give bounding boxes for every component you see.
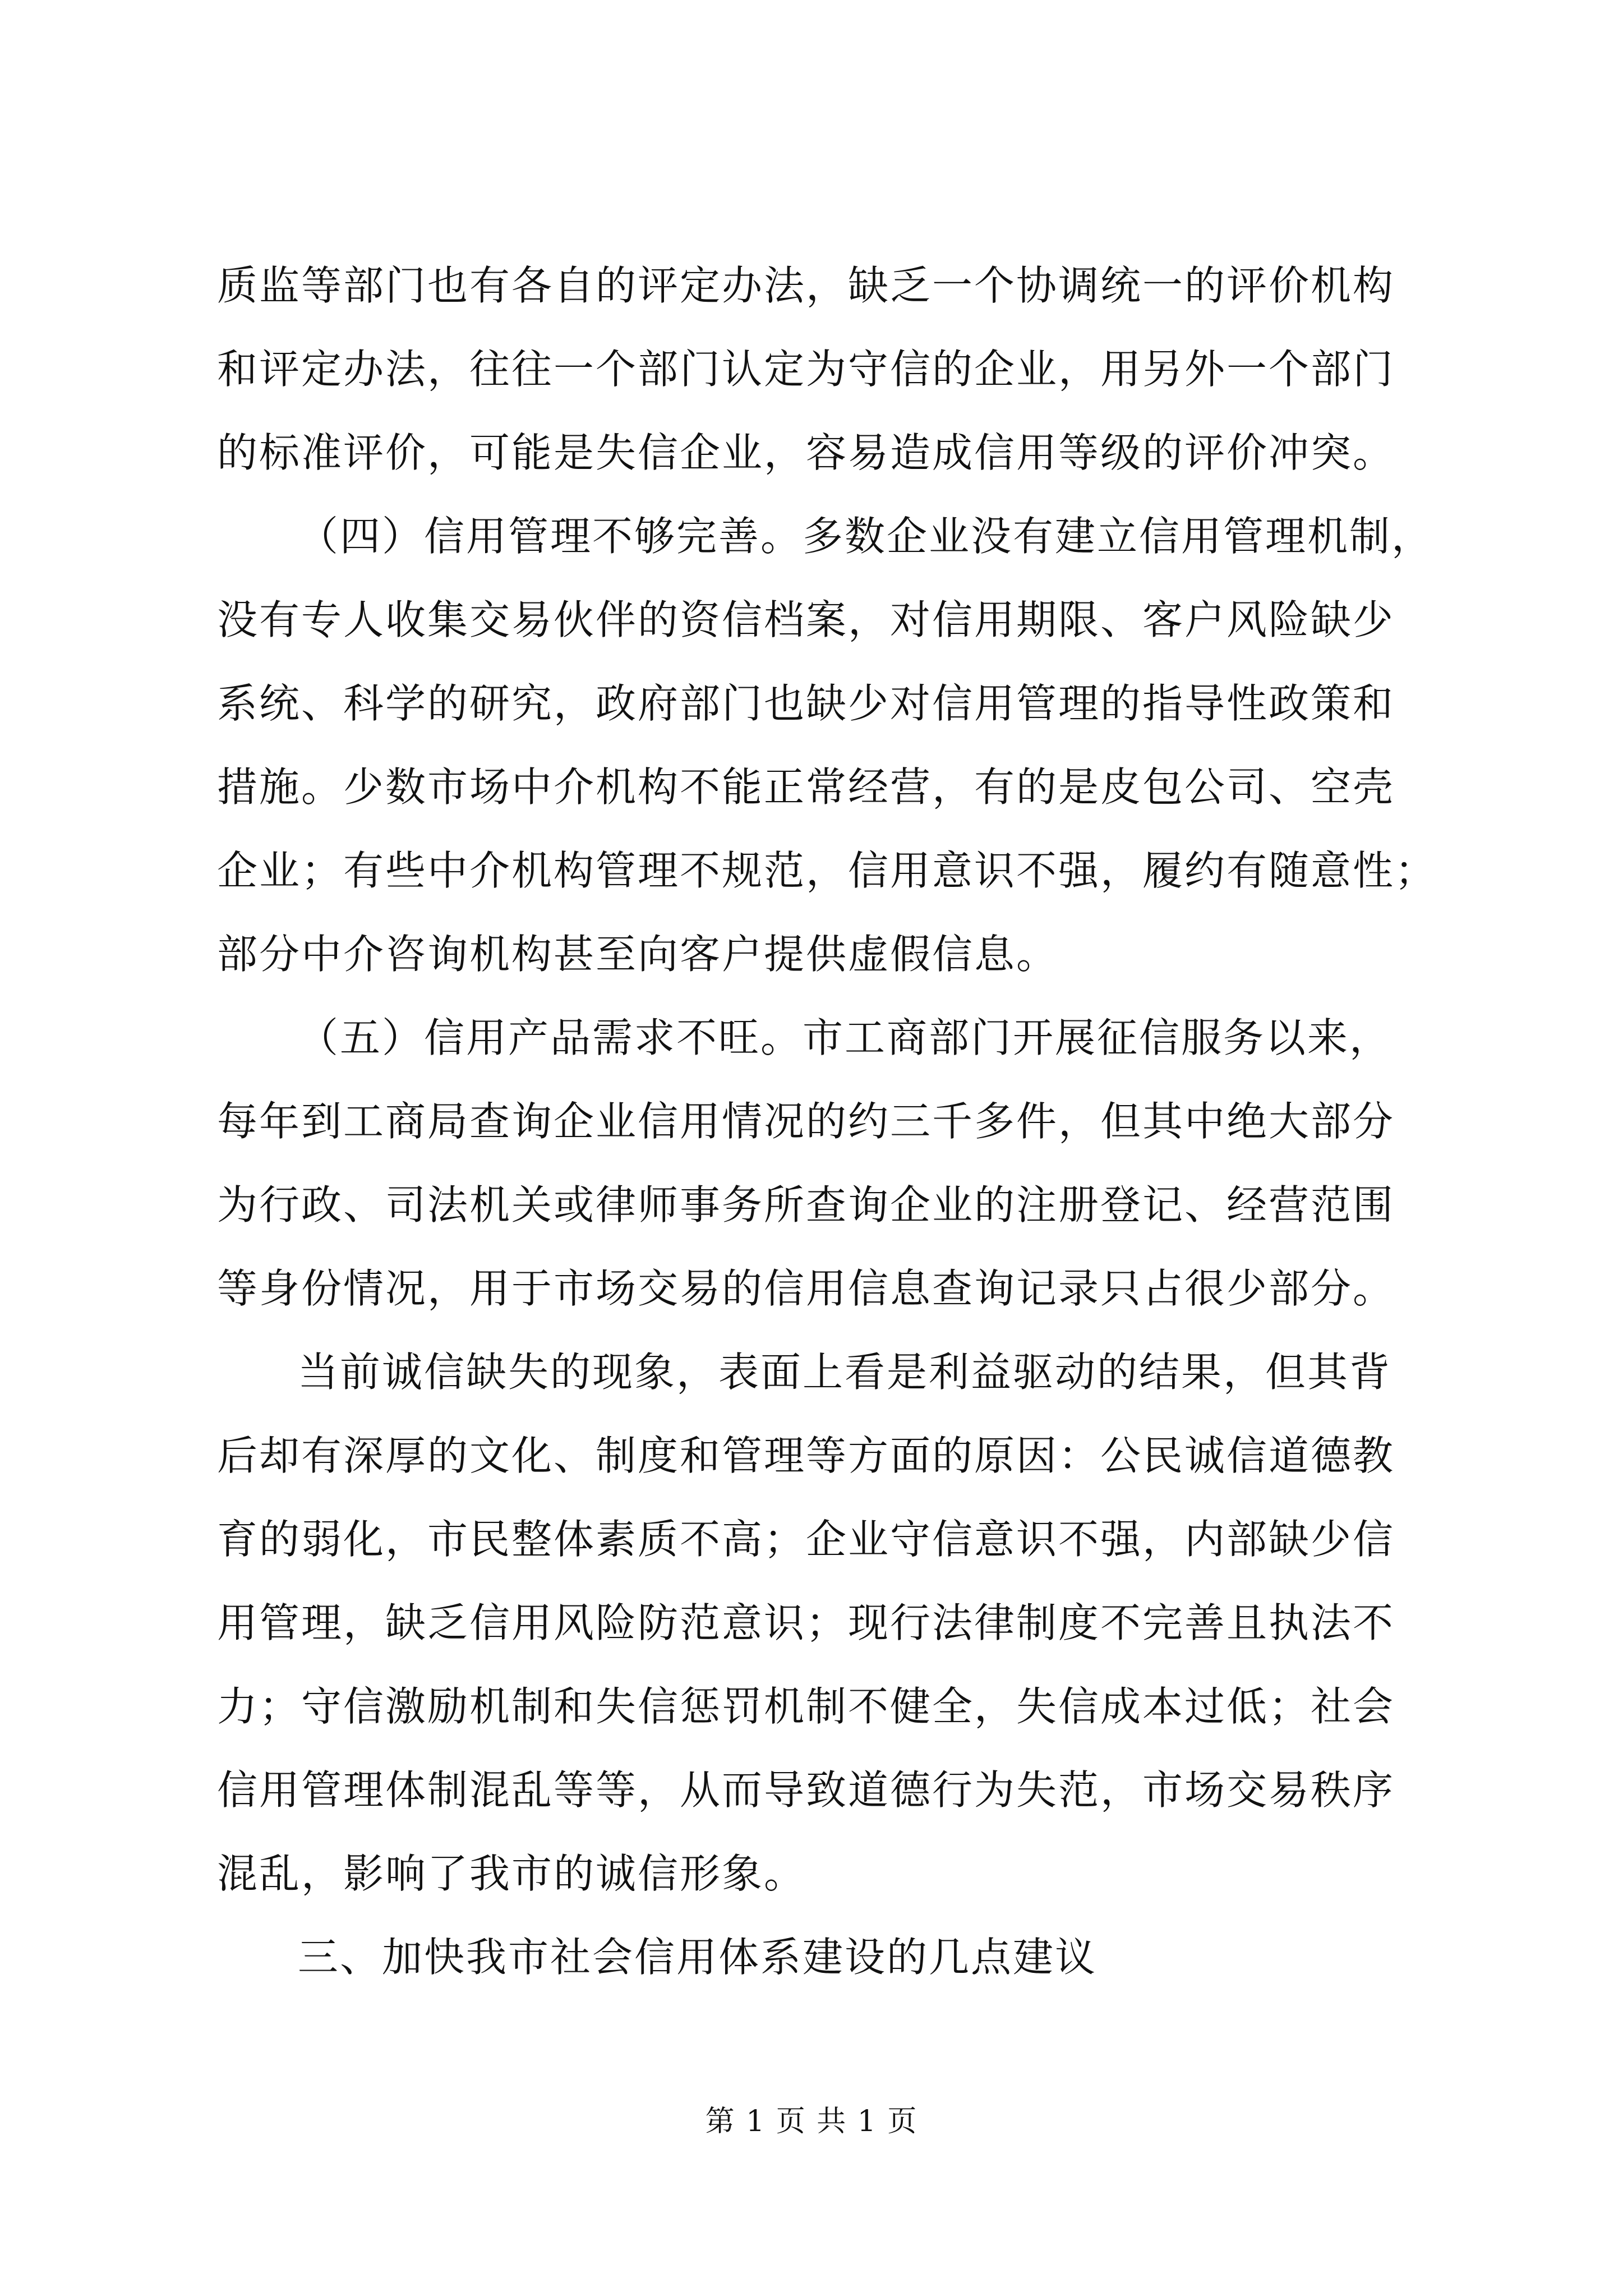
text-line: 为行政、司法机关或律师事务所查询企业的注册登记、经营范围 bbox=[217, 1181, 1395, 1228]
text-line: 质监等部门也有各自的评定办法，缺乏一个协调统一的评价机构 bbox=[217, 262, 1395, 309]
text-line: 措施。少数市场中介机构不能正常经营，有的是皮包公司、空壳 bbox=[217, 763, 1395, 811]
document-body bbox=[217, 262, 1437, 2019]
text-line: 的标准评价，可能是失信企业，容易造成信用等级的评价冲突。 bbox=[217, 429, 1395, 476]
text-line: 力；守信激励机制和失信惩罚机制不健全，失信成本过低；社会 bbox=[217, 1683, 1395, 1730]
text-line: 用管理，缺乏信用风险防范意识；现行法律制度不完善且执法不 bbox=[217, 1599, 1395, 1646]
text-line: 和评定办法，往往一个部门认定为守信的企业，用另外一个部门 bbox=[217, 346, 1395, 393]
text-line: 育的弱化，市民整体素质不高；企业守信意识不强，内部缺少信 bbox=[217, 1516, 1395, 1563]
section-heading: 三、加快我市社会信用体系建设的几点建议 bbox=[298, 1934, 1098, 1981]
text-line: 等身份情况，用于市场交易的信用信息查询记录只占很少部分。 bbox=[217, 1265, 1395, 1312]
text-line: （四）信用管理不够完善。多数企业没有建立信用管理机制， bbox=[298, 513, 1434, 560]
text-line: 当前诚信缺失的现象，表面上看是利益驱动的结果，但其背 bbox=[298, 1349, 1392, 1396]
text-line: 后却有深厚的文化、制度和管理等方面的原因：公民诚信道德教 bbox=[217, 1432, 1395, 1479]
text-line: 企业；有些中介机构管理不规范，信用意识不强，履约有随意性； bbox=[217, 847, 1437, 894]
text-line: 混乱，影响了我市的诚信形象。 bbox=[217, 1850, 806, 1897]
text-line: 部分中介咨询机构甚至向客户提供虚假信息。 bbox=[217, 931, 1059, 978]
text-line: （五）信用产品需求不旺。市工商部门开展征信服务以来， bbox=[298, 1014, 1392, 1061]
text-line: 系统、科学的研究，政府部门也缺少对信用管理的指导性政策和 bbox=[217, 680, 1395, 727]
page-footer: 第 1 页 共 1 页 bbox=[705, 2105, 918, 2138]
text-line: 没有专人收集交易伙伴的资信档案，对信用期限、客户风险缺少 bbox=[217, 596, 1395, 643]
text-line: 每年到工商局查询企业信用情况的约三千多件，但其中绝大部分 bbox=[217, 1098, 1395, 1145]
text-line: 信用管理体制混乱等等，从而导致道德行为失范，市场交易秩序 bbox=[217, 1766, 1395, 1814]
